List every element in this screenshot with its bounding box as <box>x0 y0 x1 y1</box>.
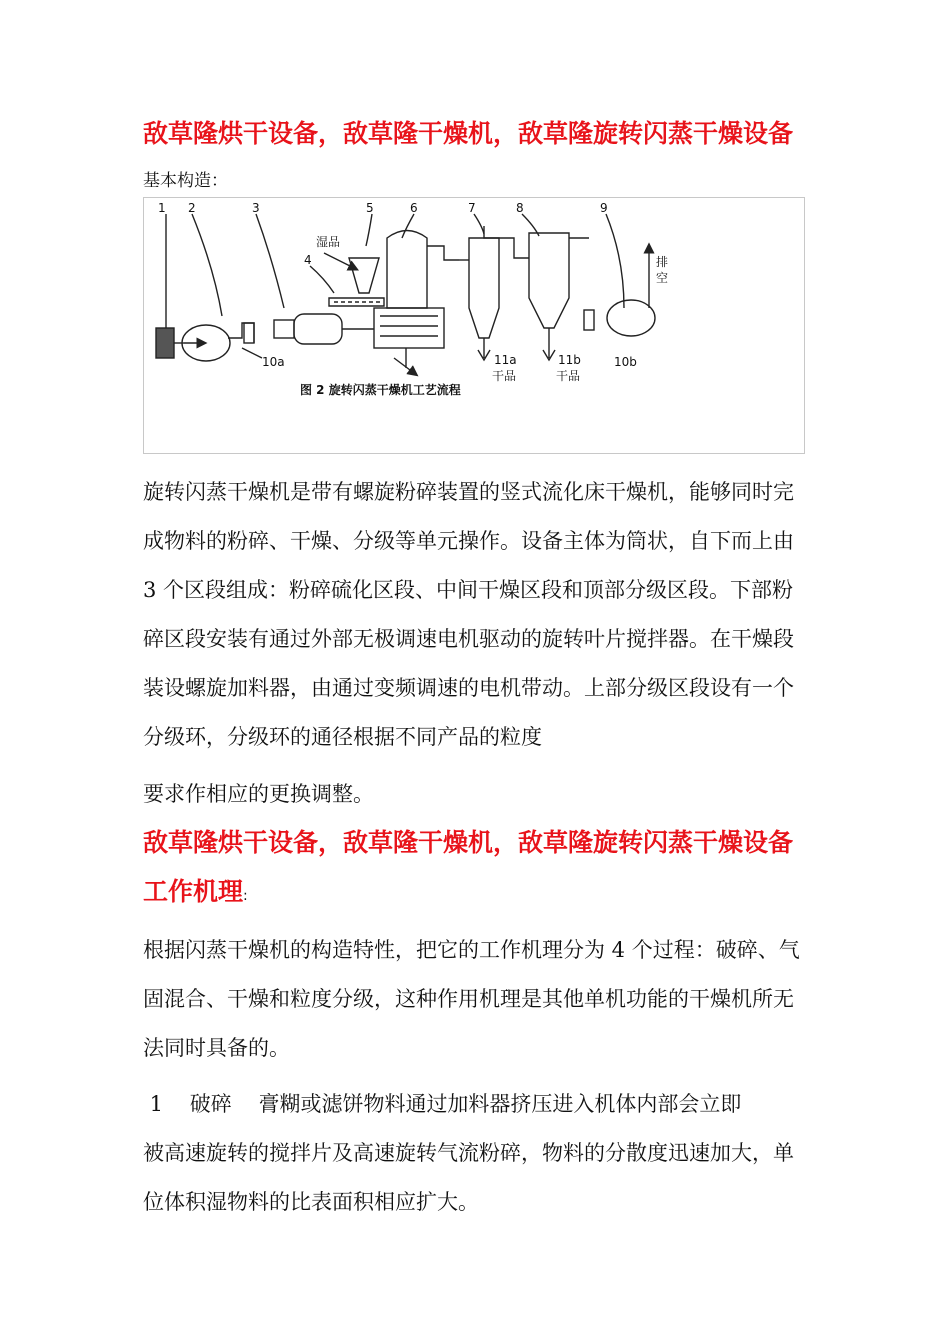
paragraph-crushing-rest: 被高速旋转的搅拌片及高速旋转气流粉碎，物料的分散度迅速加大，单位体积湿物料的比表面积相应扩大。 <box>143 1141 794 1214</box>
paragraph-structure: 旋转闪蒸干燥机是带有螺旋粉碎装置的竖式流化床干燥机，能够同时完成物料的粉碎、干燥、分级等单元操作。设备主体为筒状，自下而上由 3 个区段组成：粉碎硫化区段、中间干燥区段和顶部分级区段。下部粉碎区段安装有通过外部无极调速电机驱动的旋转叶片搅拌器。在干燥段装设螺旋加料器，由通过变频调速的电机带动。上部分级区段设有一个分级环，分级环的通径根据不同产品的粒度 <box>143 480 794 749</box>
figure-number-10b: 10b <box>614 355 637 369</box>
paragraph-structure-end: 要求作相应的更换调整。 <box>143 782 374 806</box>
figure-dry-label-b: 干品 <box>556 369 581 383</box>
figure-number-2: 2 <box>188 201 196 215</box>
figure-number-5: 5 <box>366 201 374 215</box>
figure-number-11b: 11b <box>558 353 581 367</box>
figure-number-1: 1 <box>158 201 166 215</box>
figure-number-8: 8 <box>516 201 524 215</box>
figure-number-7: 7 <box>468 201 476 215</box>
basic-structure-label: 基本构造： <box>143 171 228 191</box>
heading-1: 敌草隆烘干设备，敌草隆干燥机，敌草隆旋转闪蒸干燥设备 <box>143 119 794 148</box>
figure-dry-label-a: 干品 <box>492 369 517 383</box>
heading-2-line-2 <box>143 872 248 908</box>
heading-2-line-1: 敌草隆烘干设备，敌草隆干燥机，敌草隆旋转闪蒸干燥设备 <box>143 828 794 857</box>
figure-number-3: 3 <box>252 201 260 215</box>
figure-exhaust-char-1: 排 <box>656 255 669 269</box>
figure-wet-label: 湿品 <box>316 235 341 249</box>
paragraph-crushing-line-1: 1 破碎 膏糊或滤饼物料通过加料器挤压进入机体内部会立即 <box>143 1092 742 1116</box>
figure-number-6: 6 <box>410 201 418 215</box>
process-flow-diagram <box>144 198 806 455</box>
paragraph-mechanism: 根据闪蒸干燥机的构造特性，把它的工作机理分为 4 个过程：破碎、气固混合、干燥和粒度分级，这种作用机理是其他单机功能的干燥机所无法同时具备的。 <box>143 938 800 1060</box>
figure-number-4: 4 <box>304 253 312 267</box>
figure-number-11a: 11a <box>494 353 517 367</box>
figure-number-9: 9 <box>600 201 608 215</box>
heading-2-colon: : <box>243 888 248 904</box>
figure-number-10a: 10a <box>262 355 285 369</box>
process-flow-figure <box>143 197 805 454</box>
figure-caption: 图 2 旋转闪蒸干燥机工艺流程 <box>300 383 461 397</box>
figure-exhaust-char-2: 空 <box>656 271 669 285</box>
heading-2-text: 工作机理 <box>143 877 244 906</box>
